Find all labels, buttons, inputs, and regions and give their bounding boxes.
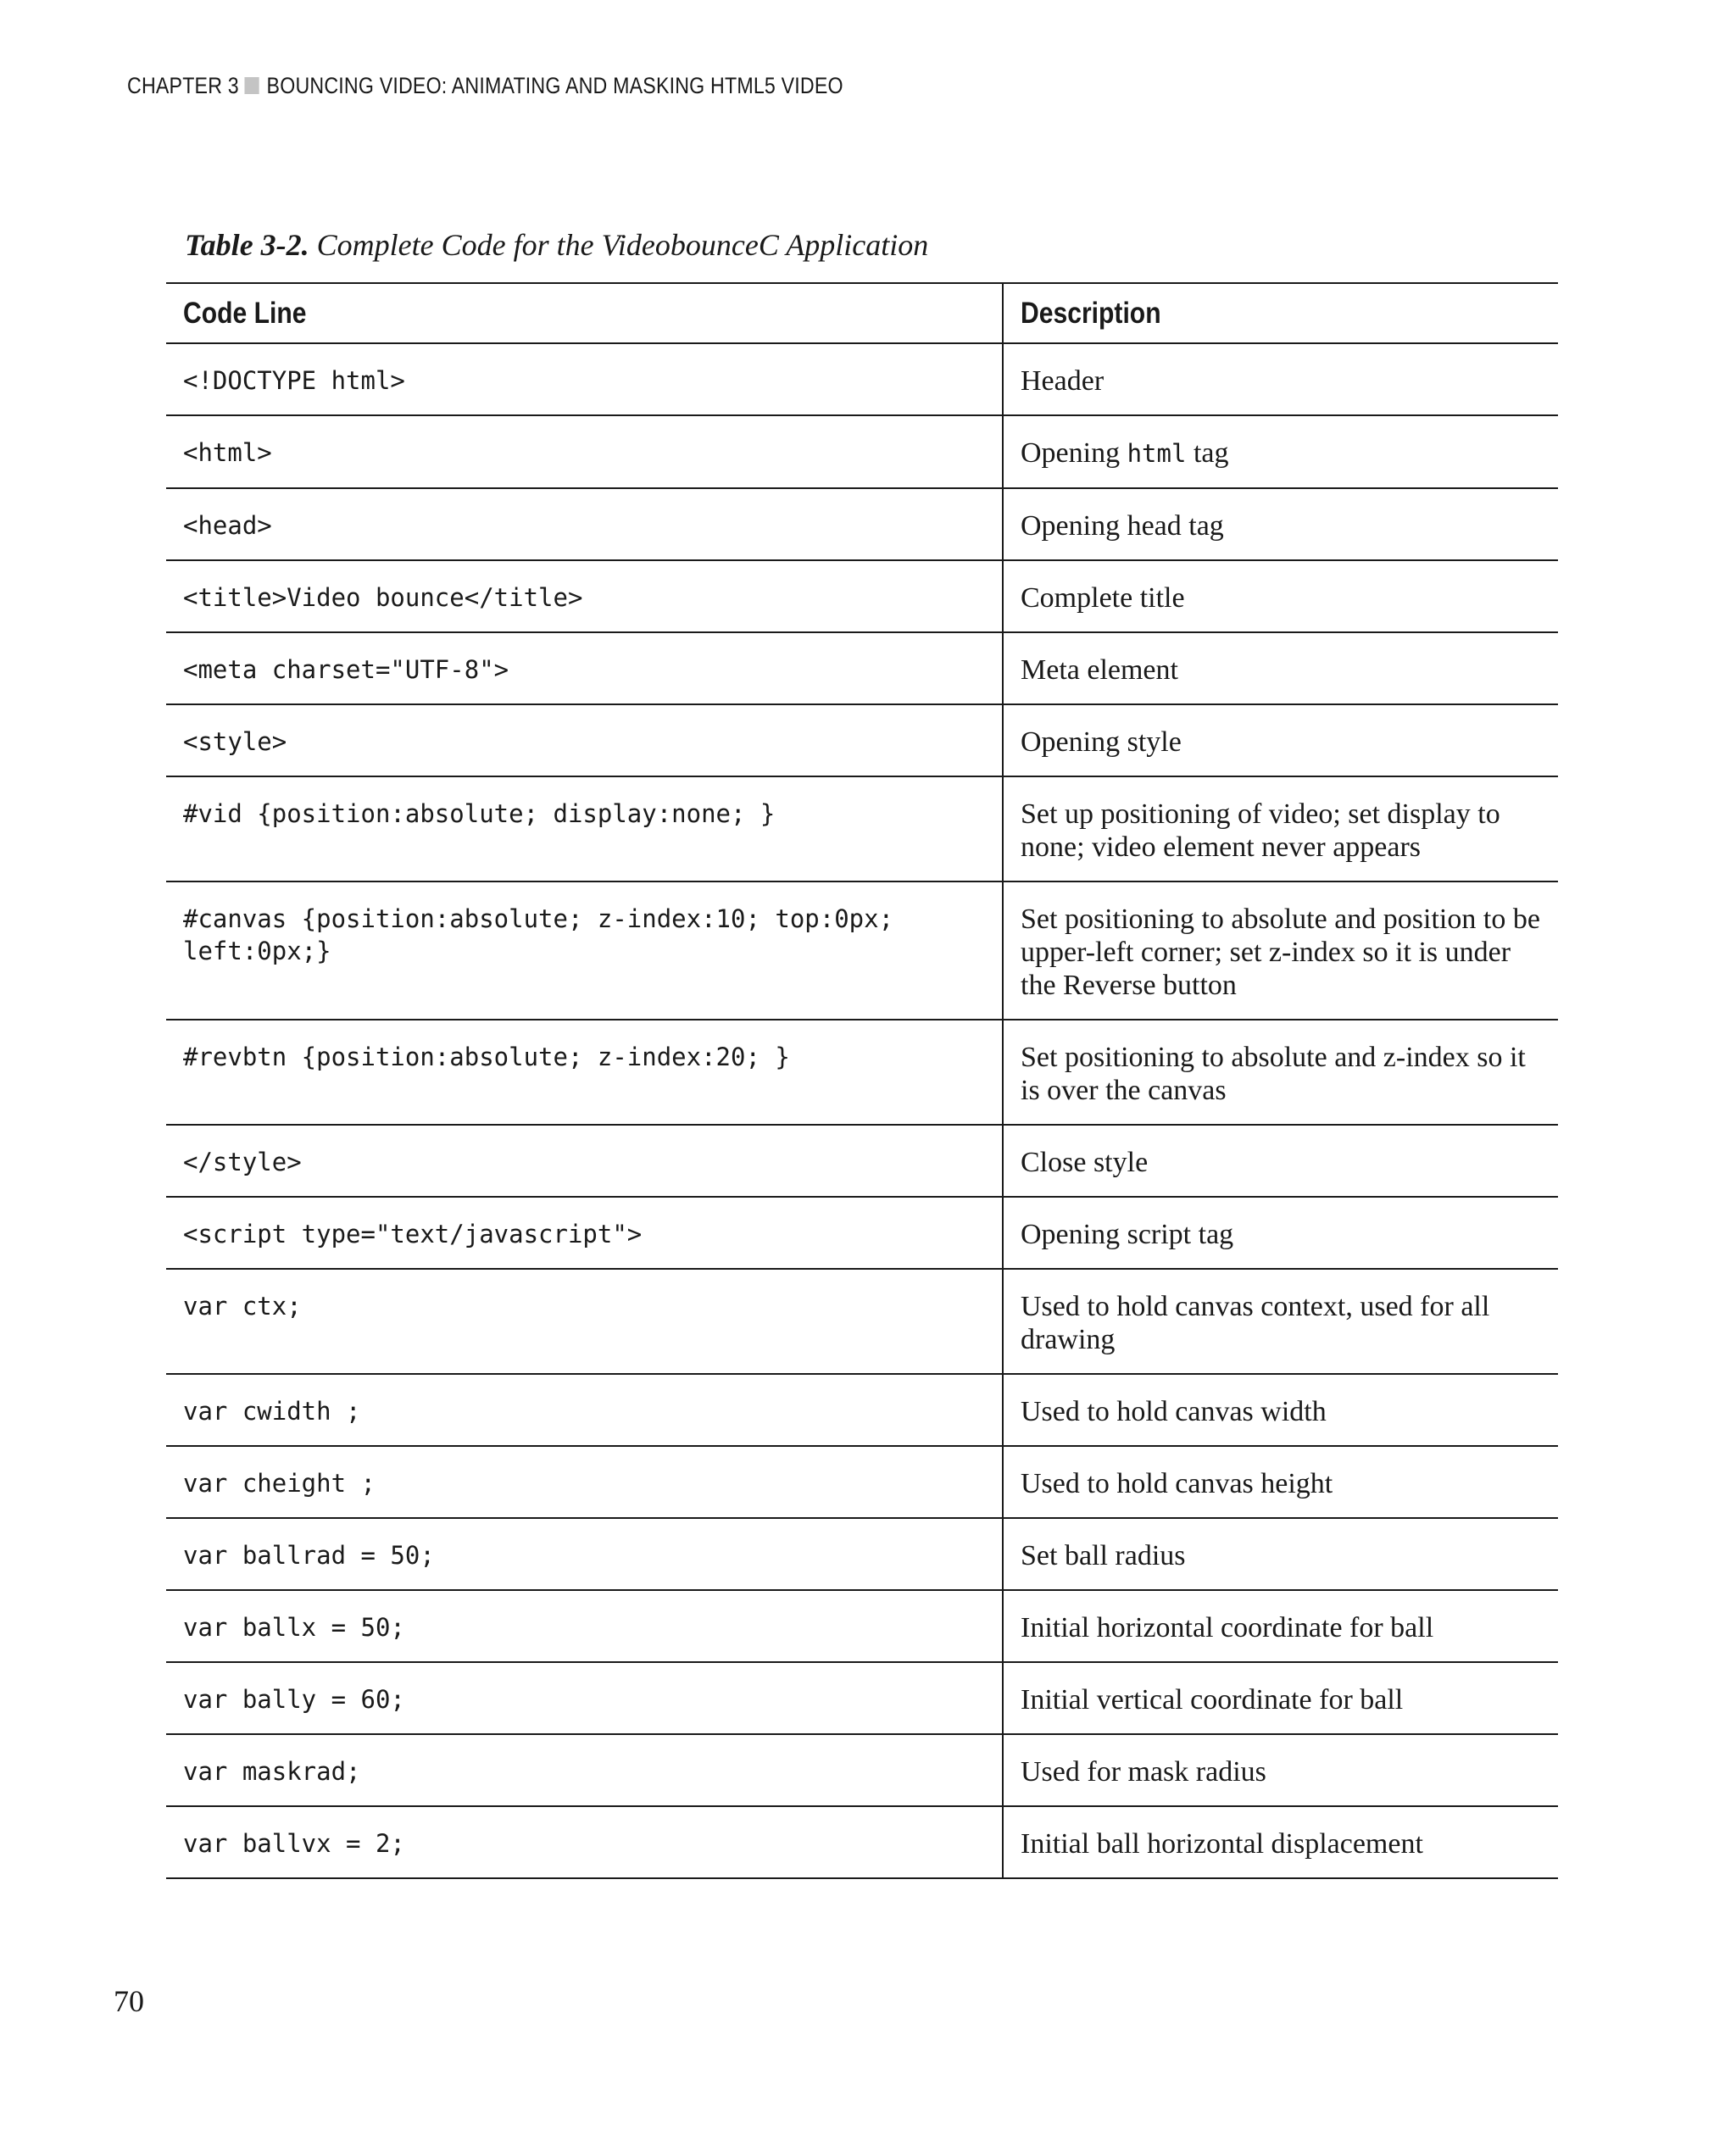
description-cell: Used to hold canvas width	[1021, 1396, 1327, 1427]
description-cell: Set ball radius	[1021, 1540, 1186, 1571]
code-cell: <title>Video bounce</title>	[166, 560, 1003, 632]
code-cell: #canvas {position:absolute; z-index:10; top:0px; left:0px;}	[166, 881, 1003, 1020]
running-head	[127, 73, 843, 99]
table-row	[166, 1806, 1558, 1878]
code-cell: <head>	[166, 488, 1003, 560]
description-text: tag	[1186, 437, 1229, 469]
description-cell: Used for mask radius	[1021, 1756, 1266, 1788]
description-cell: Initial ball horizontal displacement	[1021, 1828, 1423, 1860]
code-cell: var bally = 60;	[166, 1662, 1003, 1734]
code-cell: <script type="text/javascript">	[166, 1197, 1003, 1269]
code-cell: <style>	[166, 704, 1003, 776]
table-row	[166, 776, 1558, 881]
code-cell: </style>	[166, 1125, 1003, 1197]
table-caption	[185, 227, 928, 263]
description-cell: Initial horizontal coordinate for ball	[1021, 1612, 1434, 1643]
description-text: Opening	[1021, 437, 1127, 469]
column-header-description-label: Description	[1021, 297, 1161, 330]
description-cell: Opening style	[1021, 726, 1182, 758]
description-code-term: html	[1127, 439, 1187, 468]
description-cell: Set positioning to absolute and z-index so it is over the canvas	[1021, 1042, 1526, 1106]
table-row	[166, 1269, 1558, 1374]
table-row	[166, 704, 1558, 776]
description-cell: Opening script tag	[1021, 1219, 1234, 1250]
table-row	[166, 1374, 1558, 1446]
table-row	[166, 1590, 1558, 1662]
table-row	[166, 1662, 1558, 1734]
description-cell: Used to hold canvas context, used for all drawing	[1021, 1291, 1490, 1355]
chapter-label: CHAPTER 3	[127, 73, 239, 98]
table-row	[166, 1734, 1558, 1806]
description-cell: Opening head tag	[1021, 510, 1224, 542]
code-cell: var ctx;	[166, 1269, 1003, 1374]
code-cell: var cwidth ;	[166, 1374, 1003, 1446]
table-header-row	[166, 283, 1558, 343]
table-caption-label: Table 3-2.	[185, 228, 309, 262]
code-cell: var cheight ;	[166, 1446, 1003, 1518]
description-cell: Header	[1021, 365, 1104, 397]
code-cell: var ballvx = 2;	[166, 1806, 1003, 1878]
description-cell	[1003, 415, 1558, 488]
table-row	[166, 415, 1558, 488]
code-cell: <meta charset="UTF-8">	[166, 632, 1003, 704]
page-number: 70	[114, 1984, 144, 2018]
description-cell: Used to hold canvas height	[1021, 1468, 1333, 1499]
description-cell: Meta element	[1021, 654, 1178, 686]
table-row	[166, 632, 1558, 704]
code-cell: <!DOCTYPE html>	[166, 343, 1003, 415]
table-row	[166, 488, 1558, 560]
code-cell: var ballrad = 50;	[166, 1518, 1003, 1590]
code-cell: #revbtn {position:absolute; z-index:20; }	[166, 1020, 1003, 1125]
table-row	[166, 1125, 1558, 1197]
table-row	[166, 1518, 1558, 1590]
table-row	[166, 1446, 1558, 1518]
description-cell: Complete title	[1021, 582, 1185, 614]
table-caption-text: Complete Code for the VideobounceC Application	[316, 228, 929, 262]
description-cell: Initial vertical coordinate for ball	[1021, 1684, 1404, 1716]
code-cell: var maskrad;	[166, 1734, 1003, 1806]
code-cell: #vid {position:absolute; display:none; }	[166, 776, 1003, 881]
column-header-code-line	[166, 283, 1003, 343]
table-row	[166, 560, 1558, 632]
code-cell: var ballx = 50;	[166, 1590, 1003, 1662]
description-cell: Set positioning to absolute and position to be upper-left corner; set z-index so it is under the Reverse button	[1021, 904, 1540, 1001]
table-row	[166, 1197, 1558, 1269]
code-table	[166, 282, 1558, 1879]
code-cell: <html>	[166, 415, 1003, 488]
description-cell: Close style	[1021, 1147, 1149, 1178]
table-row	[166, 343, 1558, 415]
chapter-title: BOUNCING VIDEO: ANIMATING AND MASKING HTML5 VIDEO	[266, 73, 843, 98]
separator-square-icon	[245, 77, 259, 94]
description-cell: Set up positioning of video; set display to none; video element never appears	[1021, 798, 1500, 863]
table-row	[166, 881, 1558, 1020]
column-header-code-line-label: Code Line	[183, 297, 307, 330]
table-row	[166, 1020, 1558, 1125]
column-header-description	[1003, 283, 1558, 343]
